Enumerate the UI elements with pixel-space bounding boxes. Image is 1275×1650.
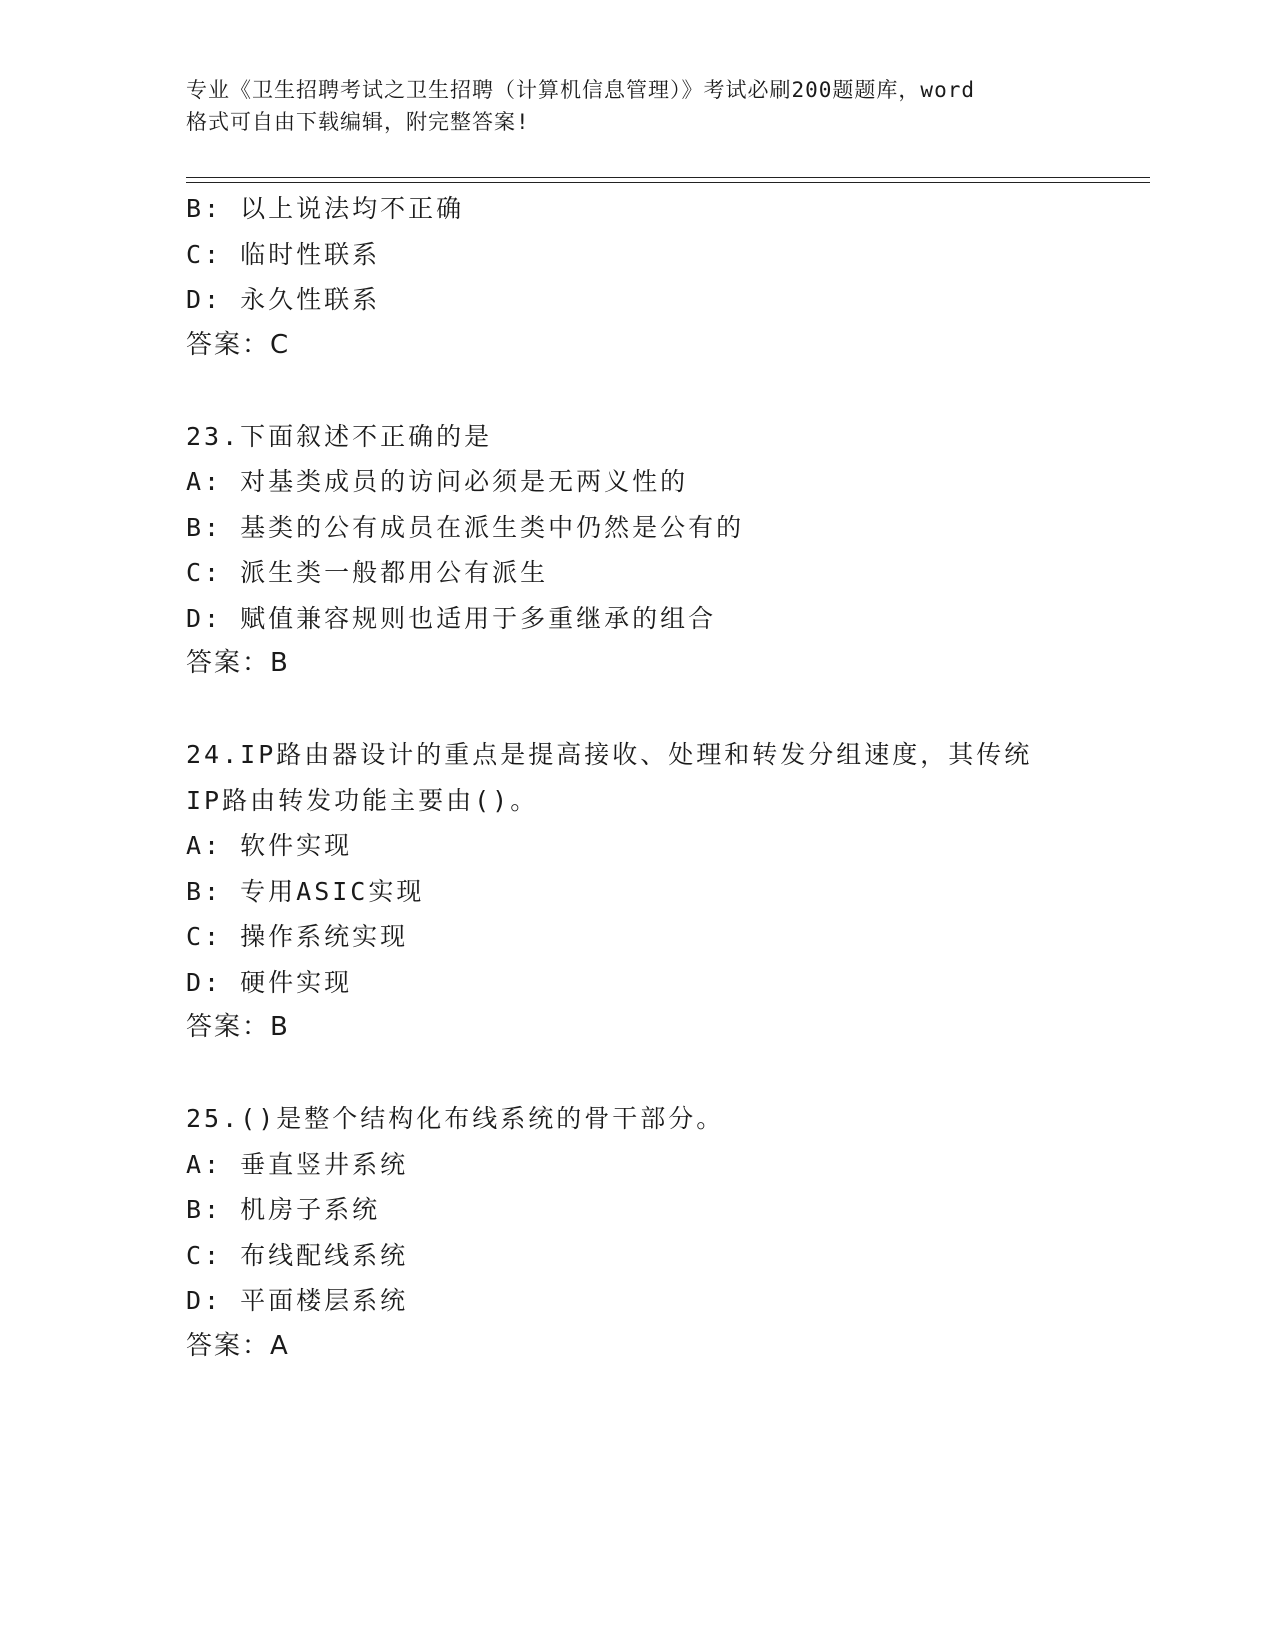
option-b: B: 机房子系统: [186, 1195, 381, 1224]
document-header: [186, 74, 1086, 138]
option-a: A: 垂直竖井系统: [186, 1149, 409, 1179]
option-d: D: 永久性联系: [186, 285, 381, 314]
option-a: A: 软件实现: [186, 831, 353, 860]
question-23: [186, 414, 1150, 687]
option-c: C: 布线配线系统: [186, 1240, 409, 1270]
option-a: A: 对基类成员的访问必须是无两义性的: [186, 467, 689, 496]
option-d: D: 平面楼层系统: [186, 1286, 409, 1315]
question-22-continued: [186, 186, 1150, 368]
header-line-1: 专业《卫生招聘考试之卫生招聘（计算机信息管理）》考试必刷200题题库，word: [186, 78, 975, 102]
question-text: 25.()是整个结构化布线系统的骨干部分。: [186, 1104, 725, 1133]
option-b: B: 以上说法均不正确: [186, 194, 465, 223]
answer-line: 答案：B: [186, 1012, 290, 1042]
question-text: 23.下面叙述不正确的是: [186, 421, 493, 451]
option-b: B: 基类的公有成员在派生类中仍然是公有的: [186, 512, 745, 542]
question-25: [186, 1096, 1150, 1369]
option-c: C: 操作系统实现: [186, 922, 409, 951]
header-line-2: 格式可自由下载编辑，附完整答案!: [186, 110, 530, 134]
question-list: [186, 186, 1150, 1369]
option-b: B: 专用ASIC实现: [186, 876, 425, 906]
header-divider: [186, 177, 1150, 178]
option-d: D: 赋值兼容规则也适用于多重继承的组合: [186, 603, 717, 633]
answer-line: 答案：C: [186, 329, 291, 360]
question-text-line-2: IP路由转发功能主要由()。: [186, 785, 539, 815]
question-24: [186, 732, 1150, 1051]
answer-line: 答案：B: [186, 648, 290, 678]
option-c: C: 派生类一般都用公有派生: [186, 558, 549, 587]
header-divider-second: [186, 182, 1150, 183]
question-text-line-1: 24.IP路由器设计的重点是提高接收、处理和转发分组速度，其传统: [186, 740, 1033, 769]
option-d: D: 硬件实现: [186, 967, 353, 997]
option-c: C: 临时性联系: [186, 239, 381, 269]
answer-line: 答案：A: [186, 1330, 290, 1361]
